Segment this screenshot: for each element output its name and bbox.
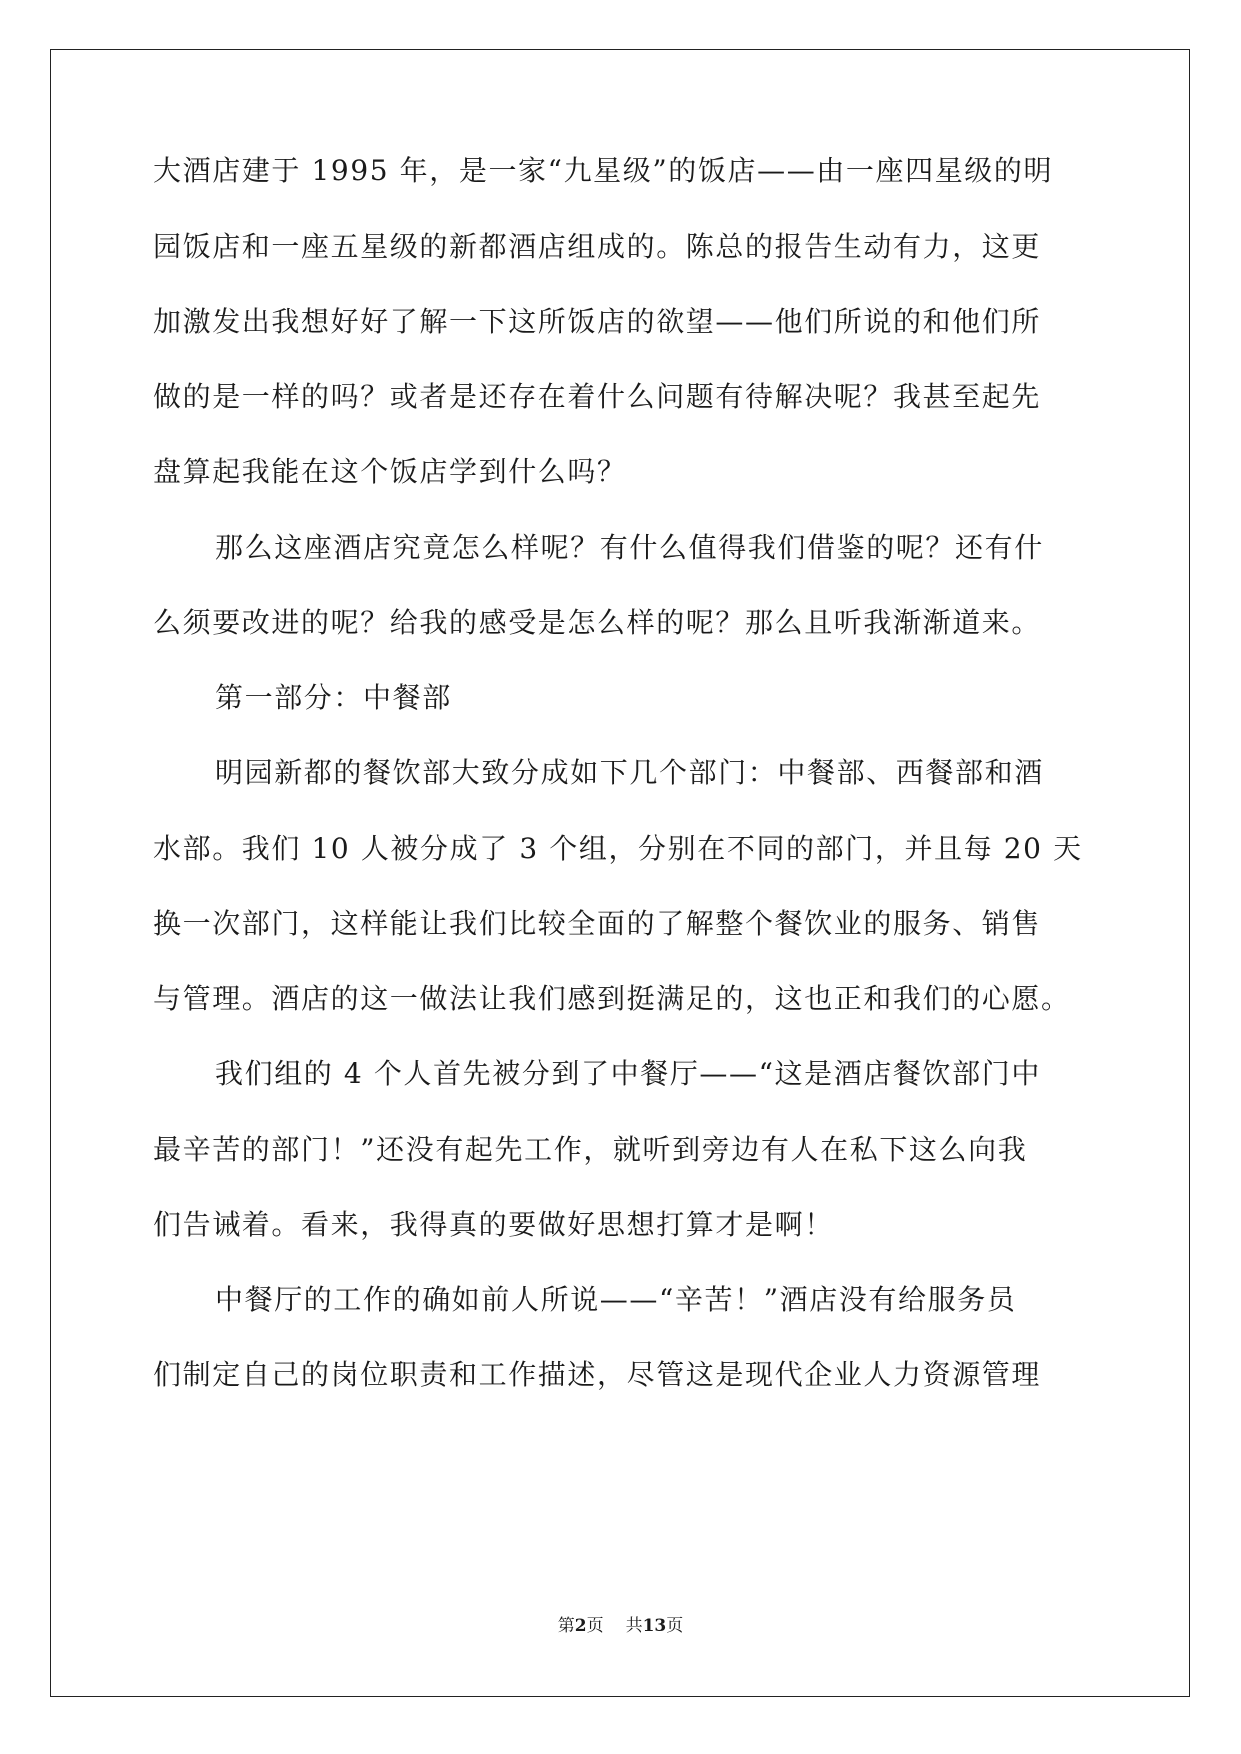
text-line: 么须要改进的呢？给我的感受是怎么样的呢？那么且听我渐渐道来。	[153, 606, 1042, 639]
text-line: 换一次部门，这样能让我们比较全面的了解整个餐饮业的服务、销售	[153, 907, 1042, 940]
page-prefix: 第	[557, 1616, 575, 1636]
text-line: 们制定自己的岗位职责和工作描述，尽管这是现代企业人力资源管理	[153, 1358, 1042, 1391]
text-line: 我们组的 4 个人首先被分到了中餐厅——“这是酒店餐饮部门中	[215, 1057, 1041, 1090]
text-line: 那么这座酒店究竟怎么样呢？有什么值得我们借鉴的呢？还有什	[215, 531, 1044, 564]
text-line: 中餐厅的工作的确如前人所说——“辛苦！”酒店没有给服务员	[215, 1283, 1017, 1316]
page-border	[50, 49, 1190, 1697]
total-prefix: 共	[625, 1616, 643, 1636]
text-line: 园饭店和一座五星级的新都酒店组成的。陈总的报告生动有力，这更	[153, 230, 1042, 263]
text-line: 大酒店建于 1995 年，是一家“九星级”的饭店——由一座四星级的明	[153, 154, 1054, 187]
section-heading: 第一部分：中餐部	[215, 681, 452, 714]
total-suffix: 页	[666, 1616, 684, 1636]
page-suffix: 页	[586, 1616, 604, 1636]
page-footer	[0, 1614, 1241, 1638]
text-line: 水部。我们 10 人被分成了 3 个组，分别在不同的部门，并且每 20 天	[153, 832, 1083, 865]
text-line: 加激发出我想好好了解一下这所饭店的欲望——他们所说的和他们所	[153, 305, 1042, 338]
text-line: 盘算起我能在这个饭店学到什么吗？	[153, 455, 627, 488]
total-pages: 13	[642, 1616, 667, 1636]
text-line: 做的是一样的吗？或者是还存在着什么问题有待解决呢？我甚至起先	[153, 380, 1042, 413]
page-number: 2	[574, 1616, 587, 1636]
text-line: 与管理。酒店的这一做法让我们感到挺满足的，这也正和我们的心愿。	[153, 982, 1071, 1015]
text-line: 们告诫着。看来，我得真的要做好思想打算才是啊！	[153, 1208, 834, 1241]
text-line: 明园新都的餐饮部大致分成如下几个部门：中餐部、西餐部和酒	[215, 756, 1044, 789]
text-line: 最辛苦的部门！”还没有起先工作，就听到旁边有人在私下这么向我	[153, 1133, 1028, 1166]
